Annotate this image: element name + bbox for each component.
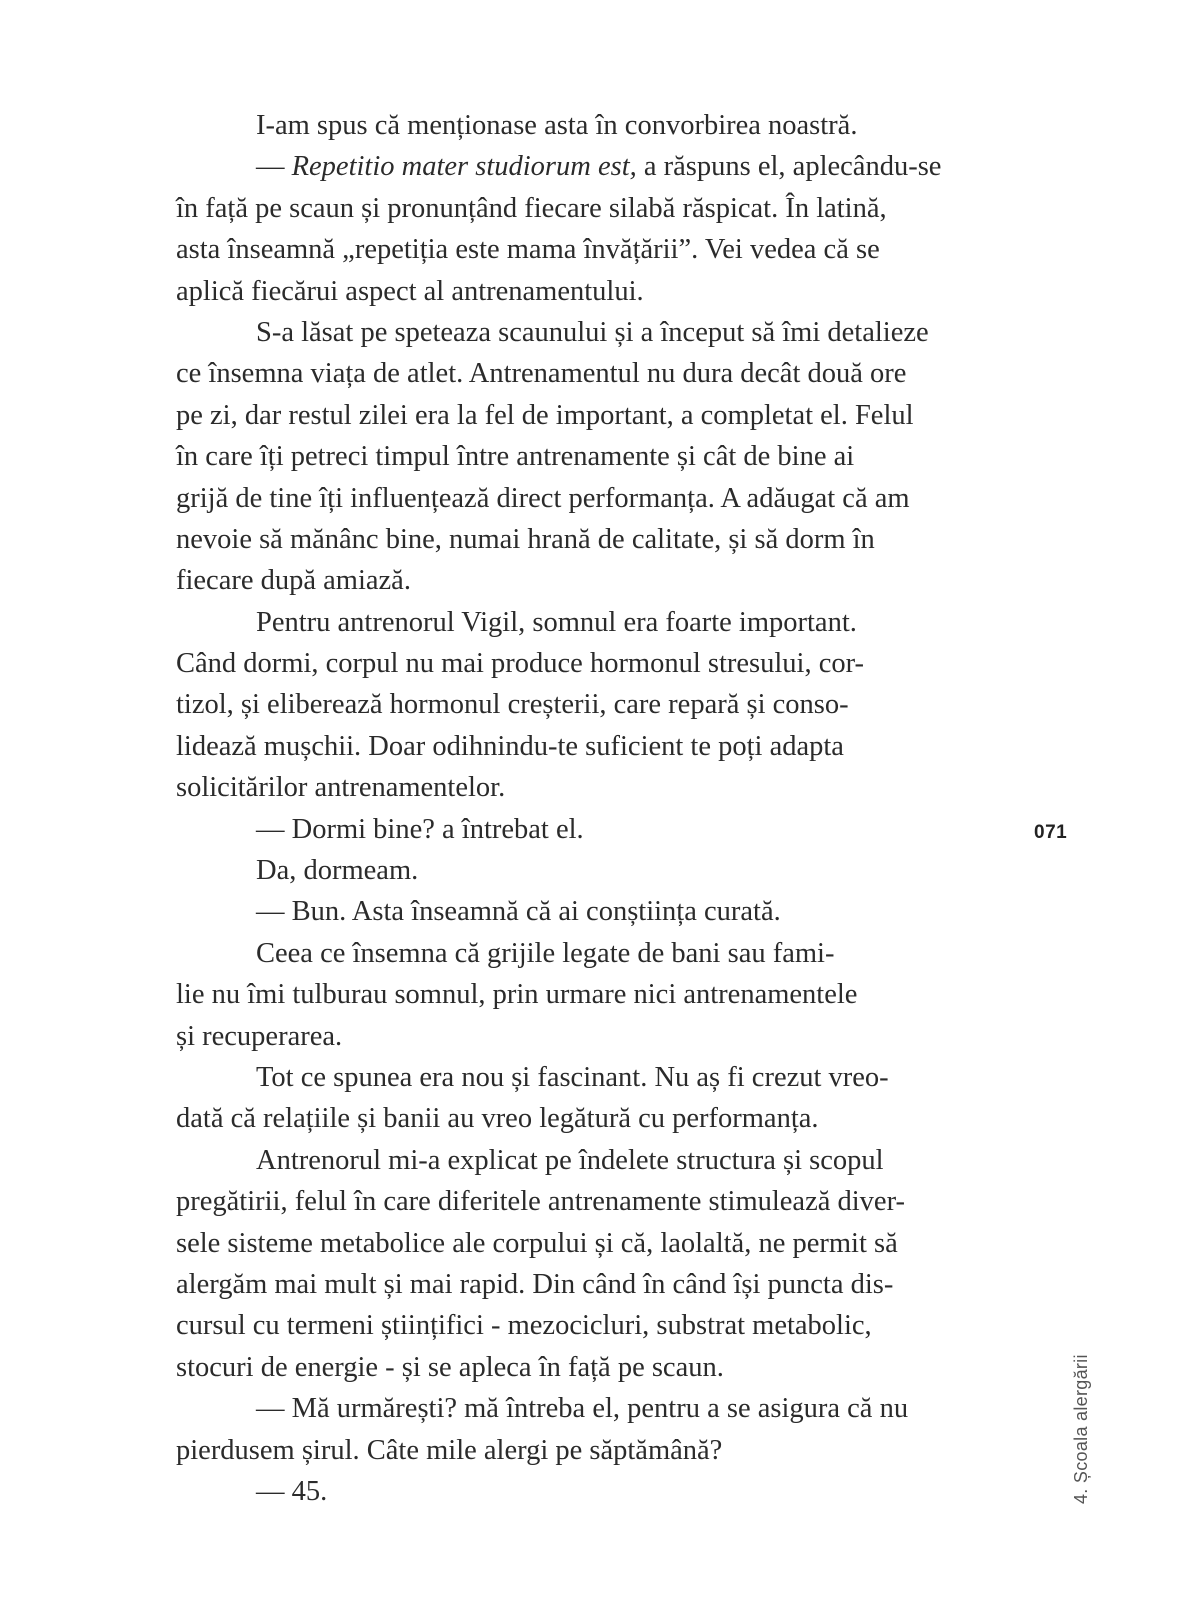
text-line: [176, 850, 1006, 891]
text-run: ce însemna viața de atlet. Antrenamentul nu dura decât două ore: [176, 358, 907, 390]
text-line: [176, 1016, 1006, 1057]
text-run: S-a lăsat pe speteaza scaunului și a început să îmi detalieze: [256, 316, 929, 348]
text-line: [176, 1181, 1006, 1222]
text-run: — Bun. Asta înseamnă că ai conștiința curată.: [256, 896, 781, 928]
text-line: [176, 767, 1006, 808]
text-run: aplică fiecărui aspect al antrenamentului.: [176, 275, 644, 307]
text-line: [176, 809, 1006, 850]
text-run: lidează mușchii. Doar odihnindu-te suficient te poți adapta: [176, 730, 844, 762]
text-line: [176, 1388, 1006, 1429]
text-run: lie nu îmi tulburau somnul, prin urmare nici antrenamentele: [176, 979, 858, 1011]
text-run: și recuperarea.: [176, 1020, 343, 1052]
text-run: a răspuns el, aplecându-se: [636, 151, 942, 183]
text-line: [176, 312, 1006, 353]
text-line: [176, 353, 1006, 394]
text-run: Pentru antrenorul Vigil, somnul era foarte important.: [256, 606, 857, 638]
text-run: stocuri de energie - și se apleca în față pe scaun.: [176, 1351, 724, 1383]
text-line: [176, 395, 1006, 436]
text-line: [176, 684, 1006, 725]
text-line: [176, 560, 1006, 601]
text-run: nevoie să mănânc bine, numai hrană de calitate, și să dorm în: [176, 523, 875, 555]
text-run: — Mă urmărești? mă întreba el, pentru a se asigura că nu: [256, 1393, 909, 1425]
text-run: Când dormi, corpul nu mai produce hormonul stresului, cor-: [176, 648, 865, 680]
text-line: [176, 726, 1006, 767]
text-line: [176, 519, 1006, 560]
text-run: alergăm mai mult și mai rapid. Din când în când își puncta dis-: [176, 1268, 894, 1300]
text-line: [176, 1140, 1006, 1181]
text-run: —: [256, 151, 292, 183]
text-run: asta înseamnă „repetiția este mama învățării”. Vei vedea că se: [176, 234, 880, 266]
text-line: [176, 1057, 1006, 1098]
text-line: [176, 229, 1006, 270]
text-run: în față pe scaun și pronunțând fiecare silabă răspicat. În latină,: [176, 192, 887, 224]
body-text: [176, 105, 1006, 1512]
text-line: [176, 602, 1006, 643]
text-run: — 45.: [256, 1475, 328, 1507]
text-line: [176, 1305, 1006, 1346]
text-run: Ceea ce însemna că grijile legate de bani sau fami-: [256, 937, 835, 969]
text-line: [176, 478, 1006, 519]
text-run: I-am spus că menționase asta în convorbirea noastră.: [256, 110, 858, 141]
text-line: [176, 188, 1006, 229]
text-run: fiecare după amiază.: [176, 565, 411, 597]
text-run: Tot ce spunea era nou și fascinant. Nu aș fi crezut vreo-: [256, 1061, 889, 1093]
text-run: dată că relațiile și banii au vreo legătură cu performanța.: [176, 1103, 819, 1135]
text-line: [176, 974, 1006, 1015]
text-line: [176, 933, 1006, 974]
text-run: sele sisteme metabolice ale corpului și că, laolaltă, ne permit să: [176, 1227, 898, 1259]
text-line: [176, 1223, 1006, 1264]
text-run: grijă de tine îți influențează direct performanța. A adăugat că am: [176, 482, 910, 514]
text-run: Antrenorul mi-a explicat pe îndelete structura și scopul: [256, 1144, 884, 1176]
text-line: [176, 1430, 1006, 1471]
text-line: [176, 436, 1006, 477]
text-run: tizol, și eliberează hormonul creșterii, care repară și conso-: [176, 689, 849, 721]
text-line: [176, 271, 1006, 312]
text-run: pe zi, dar restul zilei era la fel de important, a completat el. Felul: [176, 399, 914, 431]
text-line: [176, 891, 1006, 932]
text-run: pregătirii, felul în care diferitele antrenamente stimulează diver-: [176, 1186, 905, 1218]
text-line: [176, 146, 1006, 187]
text-run: cursul cu termeni științifici - mezocicluri, substrat metabolic,: [176, 1310, 872, 1342]
text-line: [176, 1471, 1006, 1512]
text-line: [176, 1098, 1006, 1139]
text-run: în care îți petreci timpul între antrenamente și cât de bine ai: [176, 441, 855, 473]
text-line: [176, 1347, 1006, 1388]
text-line: [176, 1264, 1006, 1305]
text-run: solicitărilor antrenamentelor.: [176, 772, 506, 804]
text-run: pierdusem șirul. Câte mile alergi pe săptămână?: [176, 1434, 723, 1466]
text-run: Da, dormeam.: [256, 855, 419, 887]
text-line: [176, 105, 1006, 146]
running-head-chapter-title: 4. Școala alergării: [1071, 1354, 1091, 1504]
text-line: [176, 643, 1006, 684]
page-number: 071: [1034, 822, 1068, 843]
italic-phrase: Repetitio mater studiorum est,: [291, 151, 637, 183]
text-run: — Dormi bine? a întrebat el.: [256, 813, 584, 845]
